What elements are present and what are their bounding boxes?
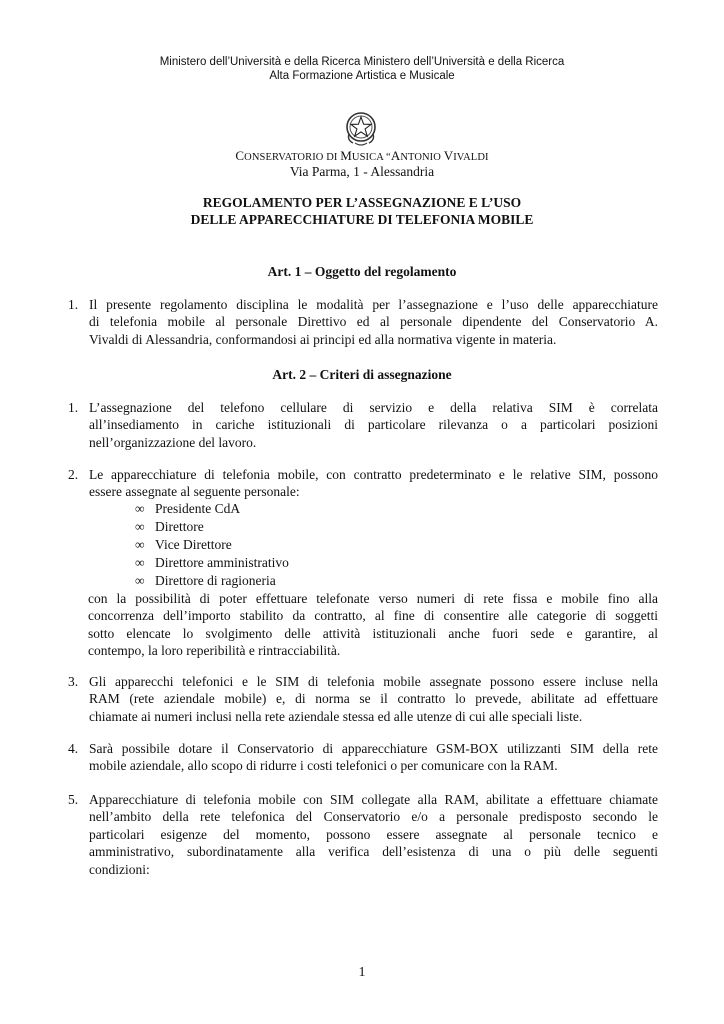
infinity-bullet-icon: ∞ [135,519,145,534]
item-line: essere assegnate al seguente personale: [89,484,300,500]
item-line: all’insediamento in cariche istituzionali di particolare rilevanza o a particolari posizioni [89,417,658,433]
document-title-line-1: REGOLAMENTO PER L’ASSEGNAZIONE E L’USO [202,195,522,210]
item-line: particolari esigenze del momento, possono essere assegnate al personale tecnico e [89,826,658,842]
item-line: amministrativo, subordinatamente alla verifica dell’esistenza di una o più delle seguenti [89,844,658,860]
item-line: L’assegnazione del telefono cellulare di servizio e della relativa SIM è correlata [89,400,658,415]
item-line: condizioni: [89,861,150,877]
item-number: 1. [68,297,79,312]
document-title-line-2: DELLE APPARECCHIATURE DI TELEFONIA MOBILE [190,212,534,227]
item-line: Il presente regolamento disciplina le modalità per l’assegnazione e l’uso delle apparecchiature [89,297,658,312]
infinity-bullet-icon: ∞ [135,537,145,552]
item-number: 2. [68,467,79,482]
item-number: 1. [68,400,79,415]
art2-heading: Art. 2 – Criteri di assegnazione [272,367,452,382]
item-line: Sarà possibile dotare il Conservatorio di apparecchiature GSM-BOX utilizzanti SIM della rete [89,741,658,756]
item-line: nell’organizzazione del lavoro. [89,434,257,450]
bullet-item: ∞ Direttore di ragioneria [135,573,276,588]
item-line: Le apparecchiature di telefonia mobile, con contratto predeterminato e le relative SIM, possono [89,467,658,482]
item-line: concorrenza dell’importo stabilito da contratto, al fine di consentire alle categorie di soggetti [88,608,658,624]
item-line: sotto elencate lo svolgimento delle attività istituzionali anche fuori sede e garantire, al [88,625,658,641]
art1-heading: Art. 1 – Oggetto del regolamento [267,264,457,279]
infinity-bullet-icon: ∞ [135,501,145,516]
bullet-item: ∞ Vice Direttore [135,537,232,552]
item-line: RAM (rete aziendale mobile) e, di norma se il contratto lo prevede, abilitate ad effettuare [89,691,658,707]
page-number: 1 [358,965,366,980]
item-number: 4. [68,741,79,756]
item-number: 5. [68,792,79,807]
ministry-header-line-1: Ministero dell’Università e della Ricerca Ministero dell’Università e della Ricerca [159,56,565,68]
item-line: contempo, la loro reperibilità e rintracciabilità. [88,643,341,659]
item-line: con la possibilità di poter effettuare telefonate verso numeri di rete fissa e mobile fino alla [88,591,658,606]
item-line: chiamate ai numeri inclusi nella rete aziendale stessa ed alle utenze di cui alle speciali liste. [89,708,583,724]
item-line: Gli apparecchi telefonici e le SIM di telefonia mobile assegnate possono essere incluse nella [89,674,658,689]
bullet-item: ∞ Direttore amministrativo [135,555,289,570]
republic-emblem-icon [343,110,379,148]
ministry-header-line-2: Alta Formazione Artistica e Musicale [269,70,455,82]
item-line: Apparecchiature di telefonia mobile con SIM collegate alla RAM, abilitate a effettuare chiamate [89,792,658,807]
bullet-item: ∞ Presidente CdA [135,501,241,516]
bullet-item: ∞ Direttore [135,519,204,534]
institution-address: Via Parma, 1 - Alessandria [289,164,435,179]
art2-item-2-continuation [88,590,658,660]
item-number: 3. [68,674,79,689]
institution-name: CONSERVATORIO DI MUSICA “ANTONIO VIVALDI [235,148,489,163]
item-line: mobile aziendale, allo scopo di ridurre i costi telefonici o per comunicare con la RAM. [89,758,558,774]
item-line: nell’ambito della rete telefonica del Conservatorio e/o a personale predisposto secondo le [89,809,658,825]
infinity-bullet-icon: ∞ [135,555,145,570]
infinity-bullet-icon: ∞ [135,573,145,588]
item-line: di telefonia mobile al personale Direttivo ed al personale dipendente del Conservatorio A. [89,314,658,330]
item-line: Vivaldi di Alessandria, conformandosi ai principi ed alla normativa vigente in materia. [89,331,557,347]
